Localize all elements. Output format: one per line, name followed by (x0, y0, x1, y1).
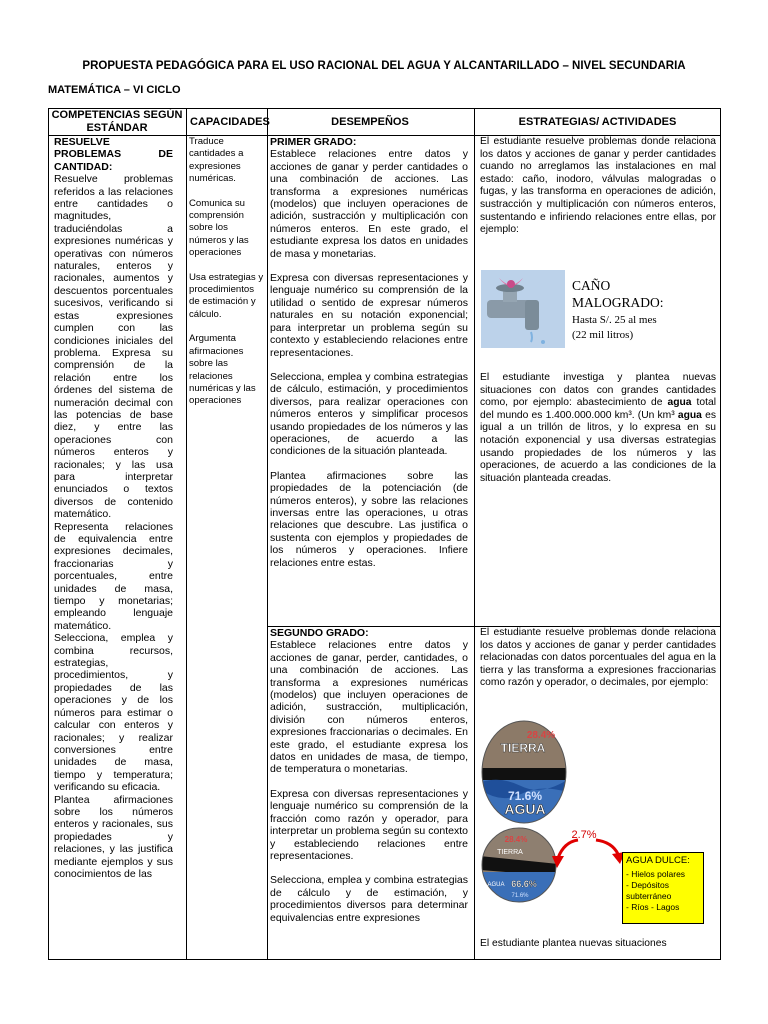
capacidad-argumenta: Argumenta afirmaciones sobre las relaciones numéricas y las operaciones (189, 333, 256, 407)
text-segment: El estudiante investiga y plantea nuevas situaciones con datos con grandes cantidades como, por ejemplo: abastecimiento de (480, 372, 716, 409)
fresh-water-arrows (548, 826, 628, 876)
desempenos-segundo-grado (270, 627, 468, 957)
desempeno-paragraph: Selecciona, emplea y combina estrategias de cálculo y de estimación, y procedimientos diversos para determinar equivalencias entre expresiones (270, 874, 468, 924)
agua-dulce-title: AGUA DULCE: (626, 855, 690, 866)
column-divider (474, 109, 475, 959)
cano-liters: (22 mil litros) (572, 329, 634, 341)
globe-tierra-label: TIERRA (500, 741, 546, 755)
small-tierra-pct: 28.4% (504, 835, 528, 844)
document-subtitle: MATEMÁTICA – VI CICLO (48, 84, 181, 96)
globe-tierra-pct: 28.4% (526, 730, 556, 741)
competencia-cell (54, 136, 173, 956)
bold-word: agua (667, 397, 692, 409)
competencia-paragraph: Representa relaciones de equivalencia entre expresiones decimales, fraccionarias y porcentuales, entre unidades de masa, tiempo y monetarias; empleando lenguaje matemático. (54, 520, 173, 632)
small-agua-pct: 66.6% (511, 879, 537, 889)
globe-agua-pct: 71.6% (507, 789, 543, 803)
agua-dulce-item: - Depósitos subterráneo (626, 880, 672, 901)
grade-title: SEGUNDO GRADO: (270, 627, 369, 639)
small-tierra-label: TIERRA (497, 849, 523, 856)
cano-details (572, 313, 657, 343)
estrategia-nuevas-situaciones: El estudiante plantea nuevas situaciones (480, 938, 667, 949)
desempeno-paragraph: Expresa con diversas representaciones y lenguaje numérico su comprensión de la fracción como razón y operador, para interpretar un problema según su contexto y estableciendo relaciones entre representaciones. (270, 787, 468, 862)
small-earth-globe (480, 826, 558, 904)
agua-dulce-item: - Ríos - Lagos (626, 902, 680, 912)
header-estrategias: ESTRATEGIAS/ ACTIVIDADES (518, 116, 677, 128)
estrategia-problemas-cano: El estudiante resuelve problemas donde relaciona los datos y acciones de ganar y perder cantidades cuando no arreglamos las instalaciones en mal estado: caño, inodoro, válvulas malogradas o fugas, y las transforma en operaciones de adición, sustracción y multiplicación con números enteros, sustentando e infiriendo relaciones entre ellas, por ejemplo: (480, 136, 716, 236)
header-competencias: COMPETENCIAS SEGÚN ESTÁNDAR (51, 109, 183, 134)
column-divider (186, 109, 187, 959)
globe-agua-label: AGUA (504, 801, 546, 817)
fresh-water-pct: 2.7% (571, 829, 597, 841)
agua-dulce-box (622, 852, 704, 924)
text-segment: es igual a un trillón de litros, y lo expresa en su notación exponencial y usa diversas estrategias usando propiedades de los números y las operaciones, de acuerdo a las condiciones de la situación planteada creadas. (480, 409, 716, 484)
estrategia-grandes-cantidades (480, 372, 716, 485)
competencia-paragraph: Resuelve problemas referidos a las relaciones entre cantidades o magnitudes, traduciéndolas a expresiones numéricas y operativas con números naturales, enteros y racionales, aumentos y descuentos porcentuales sucesivos, verificando si estas expresiones cumplen con las condiciones iniciales del problema. Expresa su comprensión de la relación entre los órdenes del sistema de numeración decimal con las potencias de base diez, y entre las operaciones con números enteros y racionales; y las usa para interpretar enunciados o textos diversos de contenido matemático. (54, 173, 173, 521)
desempeno-paragraph: Expresa con diversas representaciones y lenguaje numérico su comprensión de la utilidad o sentido de expresar números naturales en su notación exponencial; para interpretar un problema según su contexto y estableciendo relaciones entre representaciones. (270, 272, 468, 359)
capacidad-usa-estrategias: Usa estrategias y procedimientos de estimación y cálculo. (189, 271, 264, 320)
small-agua-label: AGUA (487, 882, 505, 888)
desempeno-paragraph: Establece relaciones entre datos y acciones de ganar y perder cantidades o una combinación de acciones. Las transforma a expresiones numéricas (modelos) que incluyen operaciones de adición, sustracción y multiplicación con números enteros. En este grado, el estudiante expresa los datos en unidades de masa y monetarias. (270, 148, 468, 260)
grade-title: PRIMER GRADO: (270, 136, 357, 148)
earth-water-globe (481, 720, 567, 824)
competencia-paragraph: Plantea afirmaciones sobre los números enteros y racionales, sus propiedades y relaciones, y las justifica mediante ejemplos y sus conocimientos de las (54, 793, 173, 880)
desempeno-paragraph: Plantea afirmaciones sobre las propiedades de la potenciación (de números enteros), y sobre las relaciones inversas entre las operaciones, u otras relaciones que descubre. Las justifica o sustenta con ejemplos y propiedades de los números y operaciones. Infiere relaciones entre estas. (270, 469, 468, 569)
competencia-paragraph: Selecciona, emplea y combina recursos, estrategias, procedimientos, y propiedades de las operaciones y de los números para estimar o calcular con enteros y racionales; y realizar conversiones entre unidades de masa, tiempo y temperatura; verificando su eficacia. (54, 632, 173, 794)
agua-dulce-item: - Hielos polares (626, 869, 686, 879)
broken-faucet-illustration (481, 270, 565, 348)
small-agua-bottom-pct: 71.6% (511, 893, 529, 899)
cano-title-2: MALOGRADO: (572, 295, 664, 310)
cano-caption (572, 277, 664, 311)
bold-word: agua (677, 409, 702, 421)
header-capacidades: CAPACIDADES (190, 116, 270, 128)
document-title: PROPUESTA PEDAGÓGICA PARA EL USO RACIONAL DEL AGUA Y ALCANTARILLADO – NIVEL SECUNDARIA (82, 60, 686, 72)
cano-title: CAÑO (572, 278, 611, 293)
capacidad-comunica: Comunica su comprensión sobre los números y las operaciones (189, 197, 249, 259)
column-divider (267, 109, 268, 959)
desempenos-primer-grado (270, 136, 468, 624)
text-segment: total del mundo es 1.400.000.000 km³. (Un km³ (480, 397, 716, 421)
desempeno-paragraph: Selecciona, emplea y combina estrategias de cálculo, estimación, y procedimientos diversos, para realizar operaciones con números enteros y simplificar procesos usando propiedades de los números y las operaciones, de acuerdo a las condiciones de la situación planteada. (270, 370, 468, 458)
estrategia-porcentajes-agua: El estudiante resuelve problemas donde relaciona los datos y acciones de ganar y perder cantidades relacionadas con datos porcentuales del agua en la tierra y las transforma a expresiones fraccionarias como razón y operador, o decimales, por ejemplo: (480, 627, 716, 689)
capacidad-traduce: Traduce cantidades a expresiones numéricas. (189, 136, 244, 185)
cano-cost: Hasta S/. 25 al mes (572, 314, 657, 326)
capacidades-cell (189, 136, 265, 536)
header-desempenos: DESEMPEÑOS (331, 116, 409, 128)
competencia-title: RESUELVE PROBLEMAS DE CANTIDAD: (54, 136, 173, 173)
desempeno-paragraph: Establece relaciones entre datos y acciones de ganar, perder, cantidades, o una combinación de acciones. Las transforma a expresiones numéricas (modelos) que incluyen operaciones de adición, sustracción, multiplicación, división con números enteros, expresiones fraccionarias o decimales. En este grado, el estudiante expresa los datos en unidades de masa, de tiempo, de temperatura o monetarias. (270, 639, 468, 776)
